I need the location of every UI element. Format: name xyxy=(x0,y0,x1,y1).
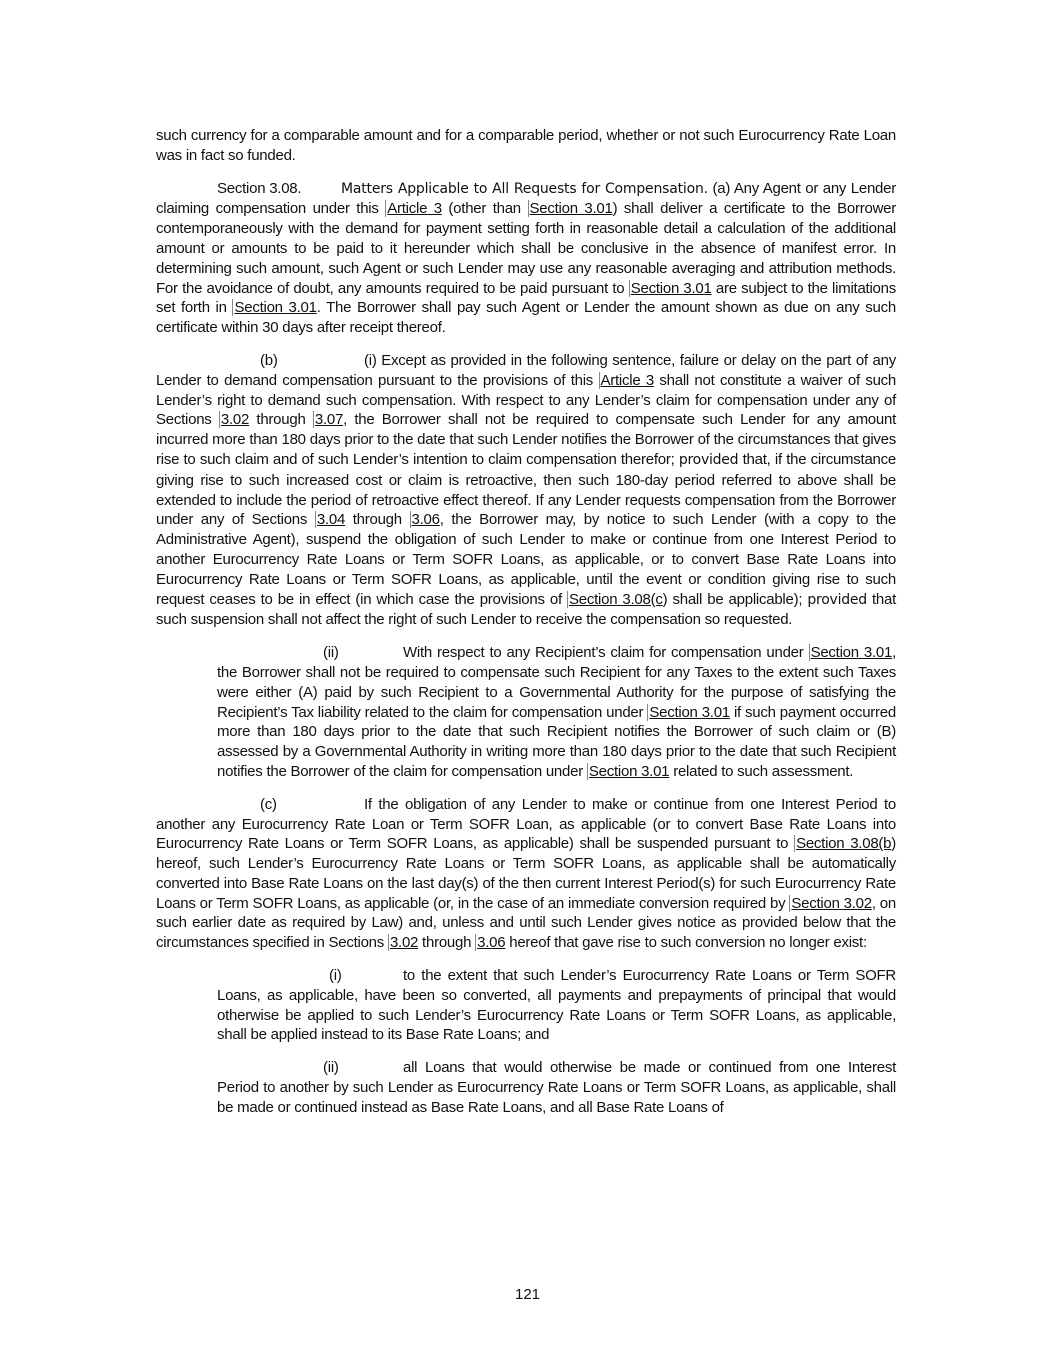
cross-reference-link[interactable]: Section 3.01 xyxy=(810,644,893,662)
paragraph-continuation xyxy=(156,126,896,166)
cross-reference-link[interactable]: 3.07 xyxy=(314,411,344,429)
cross-reference-link[interactable]: 3.02 xyxy=(389,934,419,952)
clause-label: (ii) xyxy=(323,1059,339,1077)
cross-reference-link[interactable]: 3.04 xyxy=(316,511,346,529)
section-heading: Matters Applicable to All Requests for Compensation. xyxy=(341,180,708,197)
clause-c-i-paragraph: (i) to the extent that such Lender’s Eurocurrency Rate Loans or Term SOFR Loans, as applicable, have been so converted, all payments and prepayments of principal that would otherwise be applied to such Lender’s Eurocurrency Rate Loans or Term SOFR Loans, as applicable, shall be applied instead to its Base Rate Loans; and xyxy=(217,967,896,1044)
clause-label: (c) xyxy=(260,795,277,813)
page-number: 121 xyxy=(514,1286,541,1303)
cross-reference-link[interactable]: Section 3.01 xyxy=(649,703,730,721)
provided-term: provided xyxy=(678,451,739,468)
cross-reference-link[interactable]: 3.06 xyxy=(477,934,506,952)
clause-label: (b) xyxy=(260,351,278,369)
clause-c-ii-paragraph: (ii) all Loans that would otherwise be made or continued from one Interest Period to another by such Lender as Eurocurrency Rate Loans or Term SOFR Loans, as applicable, shall be made or continued instead as Base Rate Loans, and all Base Rate Loans of xyxy=(217,1059,896,1116)
cross-reference-link[interactable]: Article 3 xyxy=(387,200,442,218)
clause-b-paragraph: (b) (i) Except as provided in the following sentence, failure or delay on the part of any Lender to demand compensation pursuant to the provisions of this Article 3 shall not constitute a waiver of such Lender’s right to demand such compensation. With respect to any Lender’s claim for compensation under any of Sections 3.02 through 3.07, the Borrower shall not be required to compensate such Lender for any amount incurred more than 180 days prior to the date that such Lender notifies the Borrower of the circumstances that gives rise to such claim and of such Lender’s intention to claim compensation therefor; provided that, if the circumstance giving rise to such increased cost or claim is retroactive, then such 180-day period referred to above shall be extended to include the period of retroactive effect thereof. If any Lender requests compensation from the Borrower under any of Sections 3.04 through 3.06, the Borrower may, by notice to such Lender (with a copy to the Administrative Agent), suspend the obligation of such Lender to make or continue from one Interest Period to another Eurocurrency Rate Loans or Term SOFR Loans, as applicable, or to convert Base Rate Loans into Eurocurrency Rate Loans or Term SOFR Loans, as applicable, until the event or condition giving rise to such request ceases to be in effect (in which case the provisions of Section 3.08(c) shall be applicable); provided that such suspension shall not affect the right of such Lender to receive the compensation so requested. xyxy=(156,351,897,629)
cross-reference-link[interactable]: Section 3.01 xyxy=(588,762,670,780)
cross-reference-link[interactable]: 3.06 xyxy=(411,511,440,529)
clause-c-paragraph: (c) If the obligation of any Lender to make or continue from one Interest Period to another any Eurocurrency Rate Loan or Term SOFR Loan, as applicable (or to convert Base Rate Loans into Eurocurrency Rate Loans or Term SOFR Loans, as applicable) shall be suspended pursuant to Section 3.08(b) hereof, such Lender’s Eurocurrency Rate Loans or Term SOFR Loans, as applicable shall be automatically converted into Base Rate Loans on the last day(s) of the then current Interest Period(s) for such Eurocurrency Rate Loans or Term SOFR Loans, as applicable (or, in the case of an immediate conversion required by Section 3.02, on such earlier date as required by Law) and, unless and until such Lender gives notice as provided below that the circumstances specified in Sections 3.02 through 3.06 hereof that gave rise to such conversion no longer exist: xyxy=(156,795,896,952)
cross-reference-link[interactable]: Section 3.01 xyxy=(630,279,712,297)
paragraph-text: such currency for a comparable amount and for a comparable period, whether or not such Eurocurrency Rate Loan was in fact so funded. xyxy=(156,127,896,164)
clause-b-ii-paragraph: (ii) With respect to any Recipient’s claim for compensation under Section 3.01, the Borrower shall not be required to compensate such Recipient for any Taxes to the extent such Taxes were either (A) paid by such Recipient to a Governmental Authority for the purpose of satisfying the Recipient’s Tax liability related to the claim for compensation under Section 3.01 if such payment occurred more than 180 days prior to the date that such Recipient notifies the Borrower of such claim or (B) assessed by a Governmental Authority in writing more than 180 days prior to the date that such Recipient notifies the Borrower of the claim for compensation under Section 3.01 related to such assessment. xyxy=(217,644,896,780)
clause-label: (ii) xyxy=(323,644,339,662)
cross-reference-link[interactable]: 3.02 xyxy=(220,411,250,429)
cross-reference-link[interactable]: Section 3.01 xyxy=(234,299,317,317)
cross-reference-link[interactable]: Section 3.08(b xyxy=(796,835,892,853)
section-3-08-paragraph: Section 3.08. Matters Applicable to All Requests for Compensation. (a) Any Agent or any Lender claiming compensation under this Article 3 (other than Section 3.01) shall deliver a certificate to the Borrower contemporaneously with the demand for payment setting forth in reasonable detail a calculation of the additional amount or amounts to be paid to it hereunder which shall be conclusive in the absence of manifest error. In determining such amount, such Agent or such Lender may use any reasonable averaging and attribution methods. For the avoidance of doubt, any amounts required to be paid pursuant to Section 3.01 are subject to the limitations set forth in Section 3.01. The Borrower shall pay such Agent or Lender the amount shown as due on any such certificate within 30 days after receipt thereof. xyxy=(156,179,896,337)
document-page xyxy=(156,126,896,1131)
provided-term: provided xyxy=(807,591,867,608)
cross-reference-link[interactable]: Section 3.02 xyxy=(791,894,872,912)
section-number: Section 3.08. xyxy=(217,179,302,197)
cross-reference-link[interactable]: Article 3 xyxy=(600,371,654,389)
cross-reference-link[interactable]: Section 3.01 xyxy=(529,200,613,218)
cross-reference-link[interactable]: Section 3.08(c xyxy=(569,590,663,608)
clause-label: (i) xyxy=(329,967,342,985)
